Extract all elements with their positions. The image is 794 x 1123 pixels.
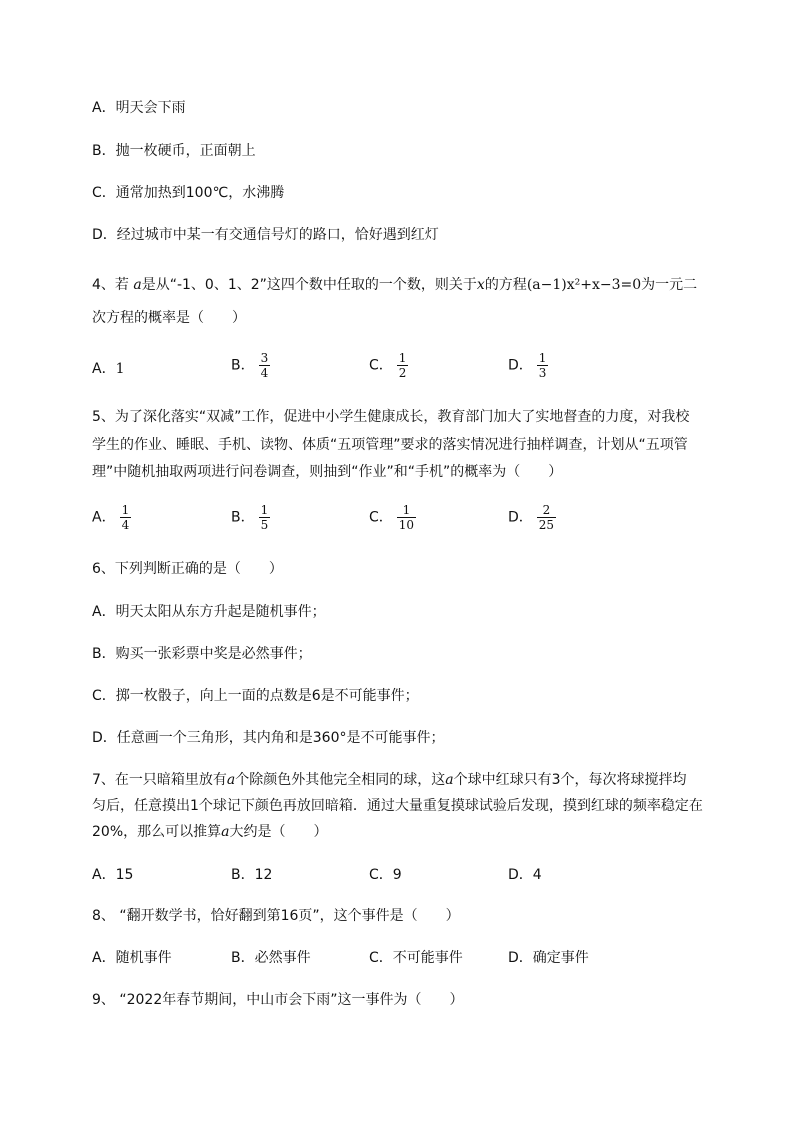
q4-equation: (a−1)x²+x−3=0 [526,277,642,293]
q7-text: 大约是（ ） [229,824,328,840]
denominator: 4 [260,366,269,380]
q5-option-d [508,503,556,532]
q7-option-d: D．4 [508,867,542,883]
denominator: 2 [398,366,407,380]
q8-option-c: C．不可能事件 [369,950,463,966]
fraction [120,503,132,532]
q5-stem-line2: 学生的作业、睡眠、手机、读物、体质“五项管理”要求的落实情况进行抽样调查，计划从“五项管 [92,437,688,453]
q5-option-b [231,503,270,532]
q4-option-c [369,351,408,380]
option-label: C． [369,509,393,526]
q3-option-d: D．经过城市中某一有交通信号灯的路口，恰好遇到红灯 [92,227,439,243]
fraction [537,503,556,532]
option-value: 1 [115,361,125,377]
q4-stem-line2: 次方程的概率是（ ） [92,310,246,326]
fraction [259,503,271,532]
q3-option-b: B．抛一枚硬币，正面朝上 [92,143,256,159]
option-label: A． [92,509,116,526]
denominator: 25 [538,518,555,532]
option-label: A． [92,361,116,377]
q4-stem-line1 [92,275,697,295]
q7-var-a: a [226,772,236,788]
fraction [537,351,549,380]
numerator: 1 [260,503,269,517]
q6-stem: 6、下列判断正确的是（ ） [92,561,283,577]
option-label: D． [508,357,533,374]
denominator: 10 [398,518,415,532]
q4-option-a [92,359,125,379]
q4-option-b [231,351,270,380]
q6-option-a: A．明天太阳从东方升起是随机事件； [92,604,326,620]
q4-text: 为一元二 [641,277,698,293]
denominator: 5 [260,518,269,532]
q7-text: 个球中红球只有3个，每次将球搅拌均 [453,772,687,788]
q7-var-a: a [221,824,230,840]
q7-option-b: B．12 [231,867,273,883]
denominator: 3 [538,366,547,380]
q7-stem-line1 [92,770,687,790]
numerator: 1 [398,351,407,365]
q4-var-x: x [476,277,485,293]
q4-text: 4、若 [92,277,134,293]
q5-stem-line1: 5、为了深化落实“双减”工作，促进中小学生健康成长，教育部门加大了实地督查的力度，对我校 [92,409,690,425]
q7-stem-line2: 匀后，任意摸出1个球记下颜色再放回暗箱．通过大量重复摸球试验后发现，摸到红球的频率稳定在 [92,798,703,814]
q6-option-c: C．掷一枚骰子，向上一面的点数是6是不可能事件； [92,688,419,704]
option-label: D． [508,509,533,526]
q7-text: 7、在一只暗箱里放有 [92,772,227,788]
q7-var-a: a [445,772,454,788]
numerator: 1 [397,503,416,518]
q7-option-c: C．9 [369,867,402,883]
q9-stem: 9、 “2022年春节期间，中山市会下雨”这一事件为（ ） [92,992,464,1008]
q7-text: 20%，那么可以推算 [92,824,222,840]
fraction [397,503,416,532]
numerator: 2 [537,503,556,518]
numerator: 1 [538,351,547,365]
option-label: B． [231,509,255,526]
option-label: C． [369,357,393,374]
q6-option-b: B．购买一张彩票中奖是必然事件； [92,646,312,662]
q5-option-a [92,503,131,532]
q4-var-a: a [133,277,142,293]
fraction [397,351,409,380]
q8-option-b: B．必然事件 [231,950,311,966]
q4-text: 是从“-1、0、1、2”这四个数中任取的一个数，则关于 [141,277,477,293]
numerator: 3 [260,351,269,365]
denominator: 4 [121,518,130,532]
option-label: B． [231,357,255,374]
q4-text: 的方程 [484,277,527,293]
q7-option-a: A．15 [92,867,134,883]
q7-text: 个除颜色外其他完全相同的球，这 [235,772,446,788]
q5-option-c [369,503,416,532]
q8-option-a: A．随机事件 [92,950,172,966]
q3-option-c: C．通常加热到100℃，水沸腾 [92,185,285,201]
q8-stem: 8、 “翻开数学书，恰好翻到第16页”，这个事件是（ ） [92,908,460,924]
q5-stem-line3: 理”中随机抽取两项进行问卷调查，则抽到“作业”和“手机”的概率为（ ） [92,464,563,480]
q3-option-a: A．明天会下雨 [92,100,186,116]
q6-option-d: D．任意画一个三角形，其内角和是360°是不可能事件； [92,730,445,746]
q8-option-d: D．确定事件 [508,950,589,966]
q7-stem-line3 [92,822,327,842]
fraction [259,351,271,380]
numerator: 1 [121,503,130,517]
q4-option-d [508,351,548,380]
